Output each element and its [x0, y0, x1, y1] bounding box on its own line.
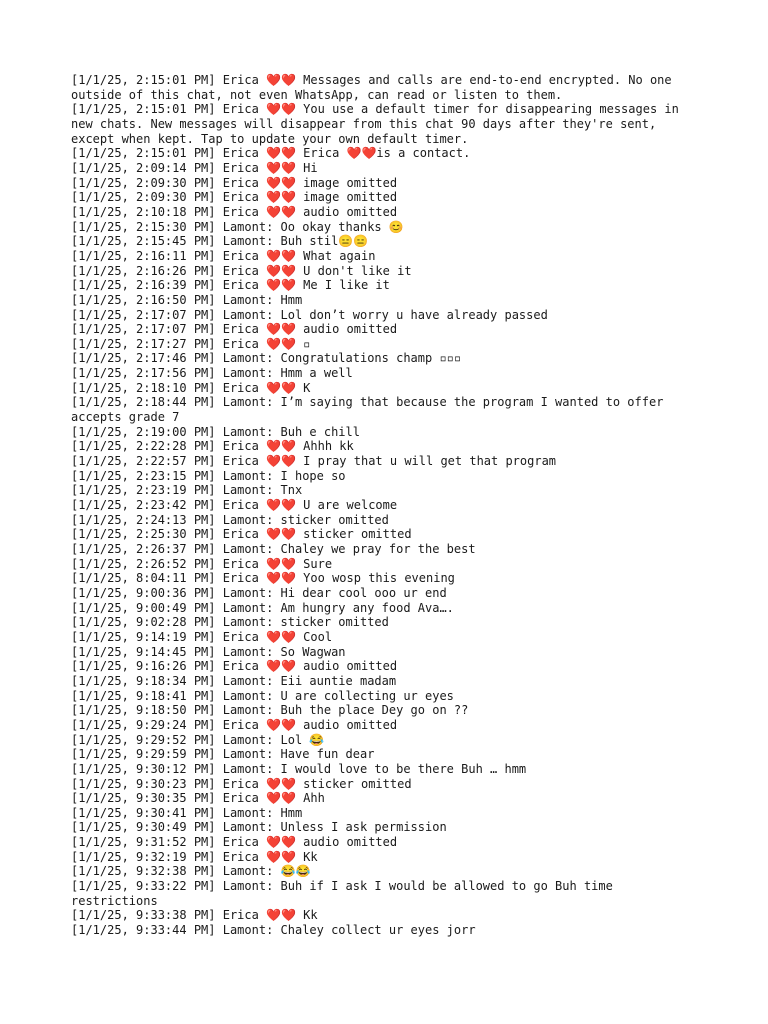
transcript-line: ‎[1/1/25, 8:04:11 PM] Erica ❤️❤️ Yoo wosp this evening — [71, 571, 455, 586]
transcript-line: ‎[1/1/25, 2:16:11 PM] Erica ❤️❤️ What again — [71, 248, 376, 263]
transcript-line: [1/1/25, 2:19:00 PM] Lamont: Buh e chill — [71, 424, 360, 439]
transcript-line: ‎[1/1/25, 9:29:24 PM] Erica ❤️❤️ audio omitted — [71, 717, 398, 732]
transcript-line: ‎[1/1/25, 9:33:38 PM] Erica ❤️❤️ Kk — [71, 908, 318, 923]
transcript-line: ‎[1/1/25, 2:09:30 PM] Erica ❤️❤️ image omitted — [71, 175, 398, 190]
transcript-line: [1/1/25, 2:17:56 PM] Lamont: Hmm a well — [71, 366, 353, 381]
transcript-line: [1/1/25, 2:17:07 PM] Lamont: Lol don’t worry u have already passed — [71, 307, 548, 322]
transcript-line: ‎[1/1/25, 2:09:14 PM] Erica ❤️❤️ Hi — [71, 160, 318, 175]
transcript-line: [1/1/25, 2:23:15 PM] Lamont: I hope so — [71, 468, 346, 483]
transcript-line: ‎[1/1/25, 2:17:07 PM] Erica ❤️❤️ audio omitted — [71, 322, 398, 337]
transcript-line: [1/1/25, 2:15:01 PM] Erica ❤️❤️ Messages and calls are end-to-end encrypted. No one outside of this chat, not even WhatsApp, can read or listen to them. — [71, 73, 679, 102]
transcript-line: [1/1/25, 9:33:44 PM] Lamont: Chaley collect ur eyes jorr — [71, 923, 476, 938]
transcript-line: [1/1/25, 2:23:19 PM] Lamont: Tnx — [71, 483, 303, 498]
transcript-line: ‎[1/1/25, 9:30:23 PM] Erica ❤️❤️ sticker omitted — [71, 776, 412, 791]
transcript-line: [1/1/25, 2:17:46 PM] Lamont: Congratulations champ ▫▫▫ — [71, 351, 462, 366]
transcript-line: [1/1/25, 9:29:59 PM] Lamont: Have fun dear — [71, 747, 375, 762]
transcript-line: ‎[1/1/25, 9:16:26 PM] Erica ❤️❤️ audio omitted — [71, 659, 398, 674]
transcript-line: ‎[1/1/25, 2:25:30 PM] Erica ❤️❤️ sticker omitted — [71, 527, 412, 542]
transcript-line: [1/1/25, 2:24:13 PM] Lamont: sticker omitted — [71, 512, 389, 527]
transcript-line: ‎[1/1/25, 2:22:28 PM] Erica ❤️❤️ Ahhh kk — [71, 439, 354, 454]
transcript-line: ‎[1/1/25, 2:09:30 PM] Erica ❤️❤️ image omitted — [71, 190, 398, 205]
transcript-line: [1/1/25, 9:29:52 PM] Lamont: Lol 😂 — [71, 732, 325, 747]
transcript-line: ‎[1/1/25, 2:18:10 PM] Erica ❤️❤️ K — [71, 380, 311, 395]
transcript-line: ‎[1/1/25, 2:15:01 PM] Erica ❤️❤️ You use a default timer for disappearing messages in new chats. New messages will disappear from this chat 90 days after they're sent, except when kept. Tap to update your own default timer. — [71, 102, 687, 146]
chat-transcript — [71, 73, 697, 938]
transcript-line: [1/1/25, 9:32:38 PM] Lamont: 😂😂 — [71, 864, 311, 879]
transcript-line: ‎[1/1/25, 9:14:19 PM] Erica ❤️❤️ Cool — [71, 629, 333, 644]
transcript-line: [1/1/25, 9:18:50 PM] Lamont: Buh the place Dey go on ?? — [71, 703, 469, 718]
transcript-line: ‎[1/1/25, 2:10:18 PM] Erica ❤️❤️ audio omitted — [71, 204, 398, 219]
transcript-line: [1/1/25, 9:02:28 PM] Lamont: sticker omitted — [71, 615, 389, 630]
transcript-line: [1/1/25, 9:33:22 PM] Lamont: Buh if I ask I would be allowed to go Buh time restrictions — [71, 879, 621, 908]
transcript-line: [1/1/25, 2:15:45 PM] Lamont: Buh stil😑😑 — [71, 234, 369, 249]
transcript-line: ‎[1/1/25, 9:31:52 PM] Erica ❤️❤️ audio omitted — [71, 835, 398, 850]
transcript-line: ‎[1/1/25, 2:26:52 PM] Erica ❤️❤️ Sure — [71, 556, 333, 571]
transcript-line: [1/1/25, 9:14:45 PM] Lamont: So Wagwan — [71, 644, 346, 659]
transcript-line: ‎[1/1/25, 2:22:57 PM] Erica ❤️❤️ I pray that u will get that program — [71, 454, 557, 469]
transcript-line: [1/1/25, 2:18:44 PM] Lamont: I’m saying that because the program I wanted to offer accepts grade 7 — [71, 395, 671, 425]
transcript-line: [1/1/25, 2:16:50 PM] Lamont: Hmm — [71, 292, 303, 307]
transcript-line: [1/1/25, 2:26:37 PM] Lamont: Chaley we pray for the best — [71, 542, 476, 556]
transcript-line: [1/1/25, 9:30:12 PM] Lamont: I would love to be there Buh … hmm — [71, 761, 527, 776]
transcript-line: ‎[1/1/25, 2:15:01 PM] Erica ❤️❤️ Erica ❤️❤️is a contact. — [71, 146, 471, 161]
transcript-line: [1/1/25, 2:15:30 PM] Lamont: Oo okay thanks 😊 — [71, 219, 404, 234]
transcript-line: [1/1/25, 9:18:41 PM] Lamont: U are collecting ur eyes — [71, 688, 454, 703]
transcript-line: [1/1/25, 9:18:34 PM] Lamont: Eii auntie madam — [71, 673, 397, 688]
transcript-line: ‎[1/1/25, 2:16:26 PM] Erica ❤️❤️ U don't like it — [71, 263, 412, 278]
transcript-line: [1/1/25, 9:00:49 PM] Lamont: Am hungry any food Ava…. — [71, 600, 454, 615]
transcript-line: [1/1/25, 9:30:49 PM] Lamont: Unless I ask permission — [71, 820, 447, 835]
transcript-line: [1/1/25, 9:30:41 PM] Lamont: Hmm — [71, 805, 303, 820]
transcript-line: ‎[1/1/25, 9:30:35 PM] Erica ❤️❤️ Ahh — [71, 791, 325, 806]
transcript-line: ‎[1/1/25, 2:17:27 PM] Erica ❤️❤️ ▫ — [71, 336, 311, 351]
transcript-line: ‎[1/1/25, 2:16:39 PM] Erica ❤️❤️ Me I like it — [71, 278, 390, 293]
transcript-line: ‎[1/1/25, 2:23:42 PM] Erica ❤️❤️ U are welcome — [71, 498, 398, 513]
transcript-line: [1/1/25, 9:00:36 PM] Lamont: Hi dear cool ooo ur end — [71, 585, 447, 600]
transcript-line: ‎[1/1/25, 9:32:19 PM] Erica ❤️❤️ Kk — [71, 849, 318, 864]
